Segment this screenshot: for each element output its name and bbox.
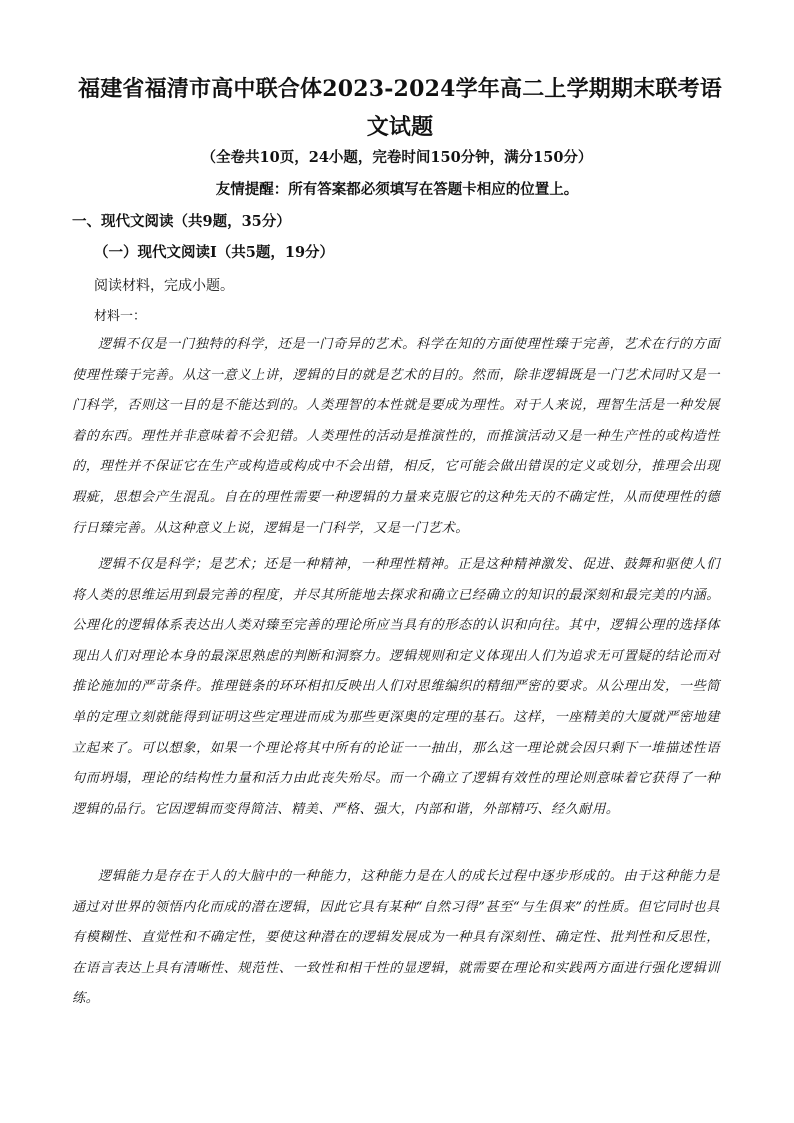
section-heading: 一、现代文阅读（共9题，35分） bbox=[72, 213, 291, 230]
passage-paragraph: 逻辑不仅是科学；是艺术；还是一种精神，一种理性精神。正是这种精神激发、促进、鼓舞和驱使人们将人类的思维运用到最完善的程度，并尽其所能地去探求和确立已经确立的知识的最深刻和最完美的内涵。公理化的逻辑体系表达出人类对臻至完善的理论所应当具有的形态的认识和向往。其中，逻辑公理的选择体现出人们对理论本身的最深思熟虑的判断和洞察力。逻辑规则和定义体现出人们为追求无可置疑的结论而对推论施加的严苛条件。推理链条的环环相扣反映出人们对思维编织的精细严密的要求。从公理出发，一些简单的定理立刻就能得到证明这些定理进而成为那些更深奥的定理的基石。这样，一座精美的大厦就严密地建立起来了。可以想象，如果一个理论将其中所有的论证一一抽出，那么这一理论就会因只剩下一堆描述性语句而坍塌，理论的结构性力量和活力由此丧失殆尽。而一个确立了逻辑有效性的理论则意味着它获得了一种逻辑的品行。它因逻辑而变得简洁、精美、严格、强大，内部和谐，外部精巧、经久耐用。 bbox=[72, 557, 720, 817]
passage-paragraph: 逻辑不仅是一门独特的科学，还是一门奇异的艺术。科学在知的方面使理性臻于完善，艺术在行的方面使理性臻于完善。从这一意义上讲，逻辑的目的就是艺术的目的。然而，除非逻辑既是一门艺术同时又是一门科学，否则这一目的是不能达到的。人类理智的本性就是要成为理性。对于人来说，理智生活是一种发展着的东西。理性并非意味着不会犯错。人类理性的活动是推演性的，而推演活动又是一种生产性的或构造性的，理性并不保证它在生产或构造或构成中不会出错，相反，它可能会做出错误的定义或划分，推理会出现瑕疵，思想会产生混乱。自在的理性需要一种逻辑的力量来克服它的这种先天的不确定性，从而使理性的德行日臻完善。从这种意义上说，逻辑是一门科学，又是一门艺术。 bbox=[72, 337, 720, 536]
reminder-text: 友情提醒：所有答案都必须填写在答题卡相应的位置上。 bbox=[215, 181, 579, 198]
passage-paragraph: 逻辑能力是存在于人的大脑中的一种能力，这种能力是在人的成长过程中逐步形成的。由于这种能力是通过对世界的领悟内化而成的潜在逻辑，因此它具有某种“自然习得”甚至“与生俱来”的性质。但它同时也具有模糊性、直觉性和不确定性，要使这种潜在的逻辑发展成为一种具有深刻性、确定性、批判性和反思性，在语言表达上具有清晰性、规范性、一致性和相干性的显逻辑，就需要在理论和实践两方面进行强化逻辑训练。 bbox=[72, 869, 720, 1007]
material-label: 材料一： bbox=[94, 309, 147, 324]
subsection-heading: （一）现代文阅读Ⅰ（共5题，19分） bbox=[94, 244, 335, 261]
document-title: 福建省福清市高中联合体2023-2024学年高二上学期期末联考语文试题 bbox=[78, 76, 722, 140]
exam-info: （全卷共10页，24小题，完卷时间150分钟，满分150分） bbox=[201, 149, 593, 166]
instruction-text: 阅读材料，完成小题。 bbox=[94, 278, 234, 294]
